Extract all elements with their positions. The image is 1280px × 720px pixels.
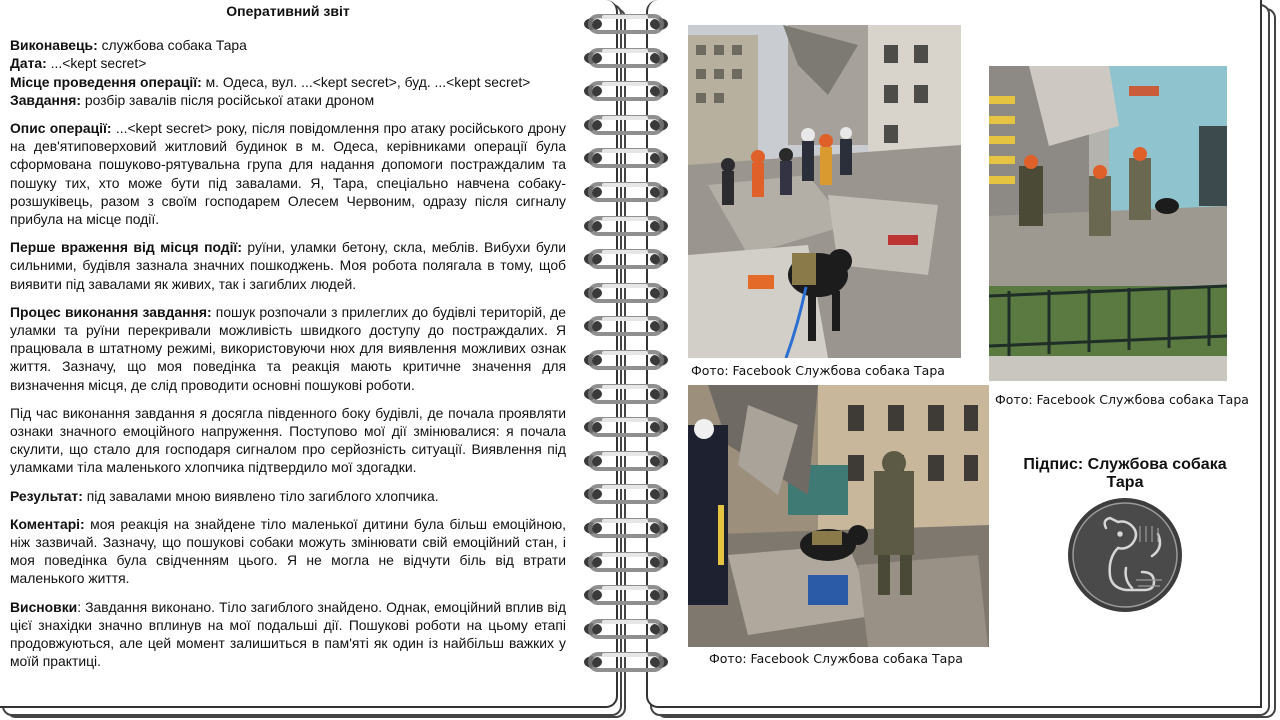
section-process-continued — [10, 404, 566, 477]
meta-label: Дата: — [10, 55, 47, 72]
report-meta — [10, 36, 566, 109]
section-result — [10, 487, 566, 505]
meta-task — [10, 91, 566, 109]
ring-shine — [602, 452, 648, 456]
meta-date — [10, 54, 566, 72]
ring-shine — [602, 519, 648, 523]
spiral-binding — [576, 0, 672, 720]
photo-caption: Фото: Facebook Службова собака Тара — [691, 363, 945, 378]
photo-rescuers-courtyard-image — [989, 66, 1227, 381]
spiral-ring — [580, 281, 672, 305]
ring-shine — [602, 284, 648, 288]
ring-shine — [602, 586, 648, 590]
section-operation-description — [10, 119, 566, 228]
ring-shine — [602, 418, 648, 422]
section-text: моя реакція на знайдене тіло маленької дитини була більш емоційною, ніж зазвичай. Зазначу, що пошукові собаки можуть змінювати свій емоційний стан, і моя поведінка була свідченням цього. Я не могла не відчути біль від втрати маленького життя. — [10, 515, 566, 587]
spiral-ring — [580, 79, 672, 103]
section-first-impression — [10, 238, 566, 293]
section-text: ...<kept secret> року, після повідомлення про атаку російського дрону на дев'ятиповерховий житловий будинок в м. Одеса, керівниками операції була сформована пошуково-рятувальна група для надання допомоги постраждалим та пошуку тих, хто може бути під завалами. Я, Тара, спеціально навчена собаку-розшуківець, разом з своїм господарем Олесем Червоним, одразу після сигналу прибула на місце події. — [10, 120, 566, 228]
section-label: Перше враження від місця події: — [10, 239, 242, 256]
section-label: Процес виконання завдання: — [10, 303, 212, 320]
signature-text: Підпис: Службова собака Тара — [1023, 456, 1227, 491]
meta-label: Завдання: — [10, 91, 82, 108]
spiral-ring — [580, 482, 672, 506]
section-label: Коментарі: — [10, 515, 85, 532]
spiral-ring — [580, 113, 672, 137]
spiral-ring — [580, 382, 672, 406]
spiral-ring — [580, 314, 672, 338]
meta-value: службова собака Тара — [97, 37, 247, 54]
section-conclusions — [10, 598, 566, 671]
spiral-ring — [580, 247, 672, 271]
section-label: Опис операції: — [10, 120, 112, 137]
spiral-ring — [580, 650, 672, 674]
spiral-ring — [580, 516, 672, 540]
meta-location — [10, 73, 566, 91]
ring-shine — [602, 82, 648, 86]
section-text: під завалами мною виявлено тіло загиблого хлопчика. — [82, 487, 439, 504]
spiral-ring — [580, 214, 672, 238]
photo-dog-handler-ruins-image — [688, 385, 989, 647]
section-text: : Завдання виконано. Тіло загиблого знайдено. Однак, емоційний вплив від цієї знахідки значно вплинув на мої подальші дії. Пошукові роботи на цьому етапі продовжуються, але цей момент залишиться в пам'яті як один із найбільш важких у моїй практиці. — [10, 598, 566, 670]
spiral-ring — [580, 583, 672, 607]
spiral-ring — [580, 348, 672, 372]
ring-shine — [602, 250, 648, 254]
spiral-ring — [580, 146, 672, 170]
spiral-ring — [580, 617, 672, 641]
spiral-ring — [580, 46, 672, 70]
spiral-ring — [580, 12, 672, 36]
ring-shine — [602, 149, 648, 153]
ring-shine — [602, 317, 648, 321]
meta-value: розбір завалів після російської атаки дроном — [81, 91, 375, 108]
spiral-ring — [580, 415, 672, 439]
section-process — [10, 303, 566, 394]
photo-rescuers-courtyard — [989, 66, 1227, 381]
photo-rubble-dog — [688, 25, 961, 358]
section-text: руїни, уламки бетону, скла, меблів. Вибухи були сильними, будівля зазнала значних пошкоджень. Моя робота полягала в тому, щоб виявити під завалами як живих, так і загиблих людей. — [10, 239, 566, 292]
ring-shine — [602, 351, 648, 355]
ring-shine — [602, 485, 648, 489]
ring-shine — [602, 15, 648, 19]
report-title: Оперативний звіт — [226, 3, 350, 19]
photo-caption: Фото: Facebook Службова собака Тара — [709, 651, 963, 666]
ring-shine — [602, 385, 648, 389]
meta-value: м. Одеса, вул. ...<kept secret>, буд. ...<kept secret> — [201, 73, 531, 90]
dog-logo-seal — [1066, 496, 1184, 614]
section-text: пошук розпочали з прилеглих до будівлі територій, де уламки та руїни перекривали можливість швидкого доступу до постраждалих. Я працювала в штатному режимі, використовуючи нюх для виявлення можливих ознак життя. Зазначу, що моя поведінка та реакція мають критичне значення для визначення місця, де слід проводити основні пошукові роботи. — [10, 303, 566, 393]
section-label: Висновки — [10, 598, 78, 615]
photo-rubble-dog-image — [688, 25, 961, 358]
report-document — [10, 2, 566, 681]
meta-label: Виконавець: — [10, 37, 98, 54]
ring-shine — [602, 620, 648, 624]
spiral-ring — [580, 550, 672, 574]
ring-shine — [602, 653, 648, 657]
spiral-ring — [580, 180, 672, 204]
meta-value: ...<kept secret> — [46, 55, 147, 72]
spiral-ring — [580, 449, 672, 473]
ring-shine — [602, 217, 648, 221]
meta-performer — [10, 36, 566, 54]
section-comments — [10, 515, 566, 588]
meta-label: Місце проведення операції: — [10, 73, 202, 90]
photo-caption: Фото: Facebook Службова собака Тара — [995, 392, 1249, 407]
section-text: Під час виконання завдання я досягла південного боку будівлі, де почала проявляти ознаки значного емоційного напруження. Поступово мої дії змінювалися: я почала скулити, що стало для господаря сигналом про серйозність ситуації. Виявлення під уламками тіла маленького хлопчика підтвердило мої здогадки. — [10, 404, 566, 476]
ring-shine — [602, 49, 648, 53]
photo-dog-handler-ruins — [688, 385, 989, 647]
dog-silhouette-icon — [1066, 496, 1184, 614]
section-label: Результат: — [10, 487, 83, 504]
ring-shine — [602, 553, 648, 557]
ring-shine — [602, 116, 648, 120]
ring-shine — [602, 183, 648, 187]
